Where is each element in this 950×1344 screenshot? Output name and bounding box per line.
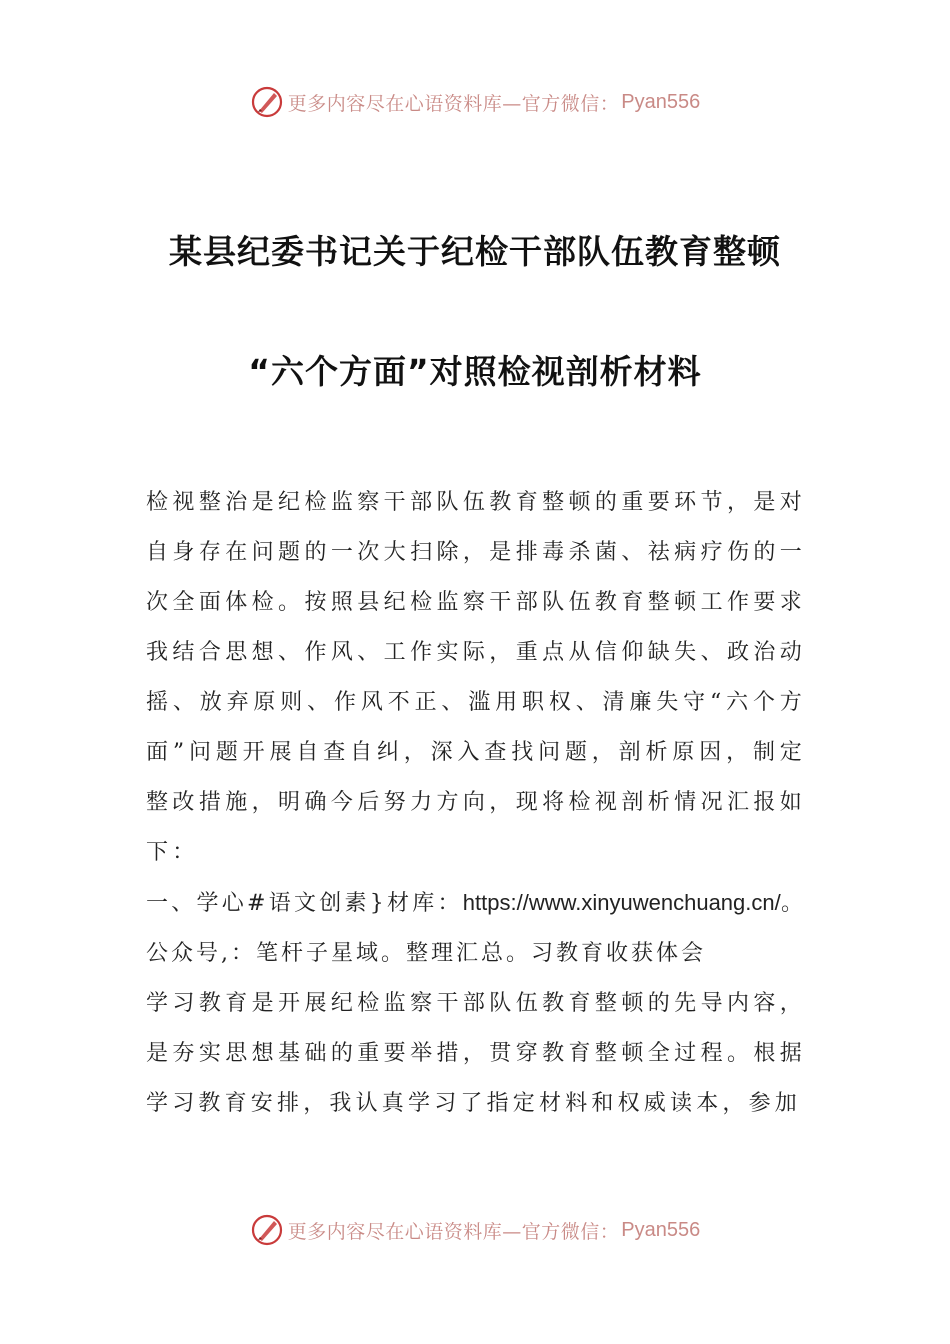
footer-banner-text: 更多内容尽在心语资料库—官方微信： [287, 1220, 620, 1243]
footer-banner-id: Pyan556 [621, 1218, 701, 1241]
footer-banner [0, 1210, 950, 1250]
document-title-line1: 某县纪委书记关于纪检干部队伍教育整顿 [169, 232, 781, 271]
study-paragraph: 学习教育是开展纪检监察干部队伍教育整顿的先导内容，是夯实思想基础的重要举措，贯穿教育整顿全过程。根据学习教育安排，我认真学习了指定材料和权威读本，参加 [146, 991, 806, 1116]
section-heading-paragraph [146, 878, 806, 979]
intro-paragraph: 检视整治是纪检监察干部队伍教育整顿的重要环节，是对自身存在问题的一次大扫除，是排毒杀菌、祛病疗伤的一次全面体检。按照县纪检监察干部队伍教育整顿工作要求我结合思想、作风、工作实际，重点从信仰缺失、政治动摇、放弃原则、作风不正、滥用职权、清廉失守“六个方面”问题开展自查自纠，深入查找问题，剖析原因，制定整改措施，明确今后努力方向，现将检视剖析情况汇报如下： [146, 490, 806, 865]
pen-logo-icon [250, 85, 284, 119]
section-suffix: 。公众号,：笔杆子星域。整理汇总。习教育收获体会 [146, 891, 806, 966]
header-banner-id: Pyan556 [621, 90, 701, 113]
section-prefix: 一、学心#语文创素}材库： [146, 891, 463, 916]
document-body [146, 478, 806, 1129]
section-url-link[interactable]: https://www.xinyuwenchuang.cn/ [462, 890, 781, 915]
document-title-line2: “六个方面”对照检视剖析材料 [248, 352, 702, 391]
header-banner-text: 更多内容尽在心语资料库—官方微信： [287, 92, 620, 115]
header-banner [0, 82, 950, 122]
pen-logo-icon [250, 1213, 284, 1247]
